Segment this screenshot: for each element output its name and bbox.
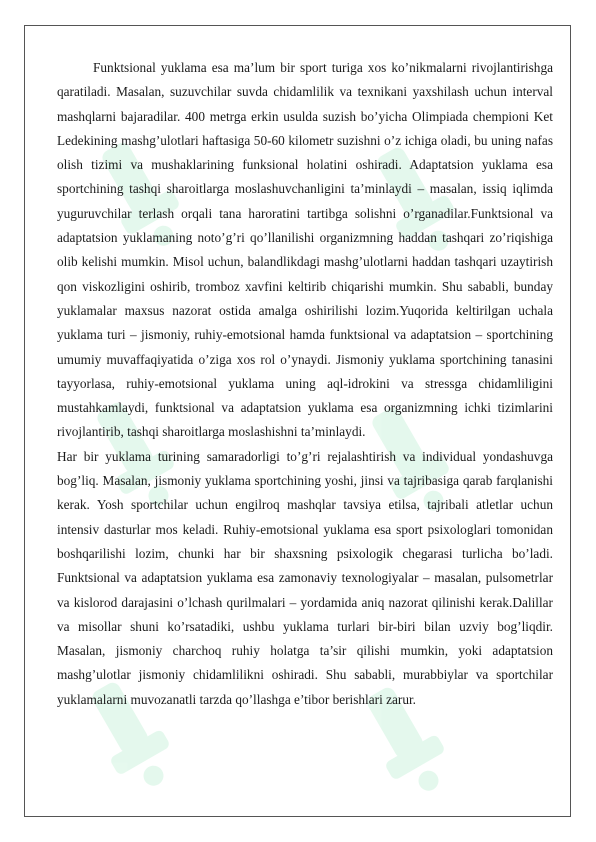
paragraph: Har bir yuklama turining samaradorligi to’g’ri rejalashtirish va individual yondashuvga bog’liq. Masalan, jismoniy yuklama sportchining yoshi, jinsi va tajribasiga qarab farqlanishi kerak. Yosh sportchilar uchun engilroq mashqlar tavsiya etilsa, tajribali atletlar uchun intensiv dasturlar mos keladi. Ruhiy-emotsional yuklama esa sport psixologlari tomonidan boshqarilishi lozim, chunki har bir shaxsning psixologik chegarasi turlicha bo’ladi. Funktsional va adaptatsion yuklama esa zamonaviy texnologiyalar – masalan, pulsometrlar va kislorod darajasini o’lchash qurilmalari – yordamida aniq nazorat qilinishi kerak.Dalillar va misollar shuni ko’rsatadiki, ushbu yuklama turlari bir-biri bilan uzviy bog’liqdir. Masalan, jismoniy charchoq ruhiy holatga ta’sir qilishi mumkin, yoki adaptatsion mashg’ulotlar jismoniy chidamlilikni oshiradi. Shu sababli, murabbiylar va sportchilar yuklamalarni muvozanatli tarzda qo’llashga e’tibor berishlari zarur. — [57, 448, 553, 707]
paragraph: Funktsional yuklama esa ma’lum bir sport turiga xos ko’nikmalarni rivojlantirishga qaratiladi. Masalan, suzuvchilar suvda chidamlilik va texnikani yaxshilash uchun interval mashqlarni bajaradilar. 400 metrga erkin usulda suzish bo’yicha Olimpiada chempioni Ket Ledekining mashg’ulotlari haftasiga 50-60 kilometr suzishni o’z ichiga oladi, bu uning nafas olish tizimi va mushaklarining funksional holatini oshiradi. Adaptatsion yuklama esa sportchining tashqi sharoitlarga moslashuvchanligini ta’minlaydi – masalan, issiq iqlimda yuguruvchilar terlash orqali tana haroratini tartibga solishni o’rganadilar.Funktsional va adaptatsion yuklamaning noto’g’ri qo’llanilishi organizmning haddan tashqari zo’riqishiga olib kelishi mumkin. Misol uchun, balandlikdagi mashg’ulotlarni haddan tashqari uzaytirish qon viskozligini oshirib, tromboz xavfini keltirib chiqarishi mumkin. Shu sababli, bunday yuklamalar maxsus nazorat ostida amalga oshirilishi lozim.Yuqorida keltirilgan uchala yuklama turi – jismoniy, ruhiy-emotsional hamda funktsional va adaptatsion – sportchining umumiy muvaffaqiyatida o’ziga xos rol o’ynaydi. Jismoniy yuklama sportchining tanasini tayyorlasa, ruhiy-emotsional yuklama uning aql-idrokini va stressga chidamliligini mustahkamlaydi, funktsional va adaptatsion yuklama esa organizmning ichki tizimlarini rivojlantirib, tashqi sharoitlarga moslashishni ta’minlaydi. — [57, 60, 553, 440]
document-body — [57, 56, 553, 712]
